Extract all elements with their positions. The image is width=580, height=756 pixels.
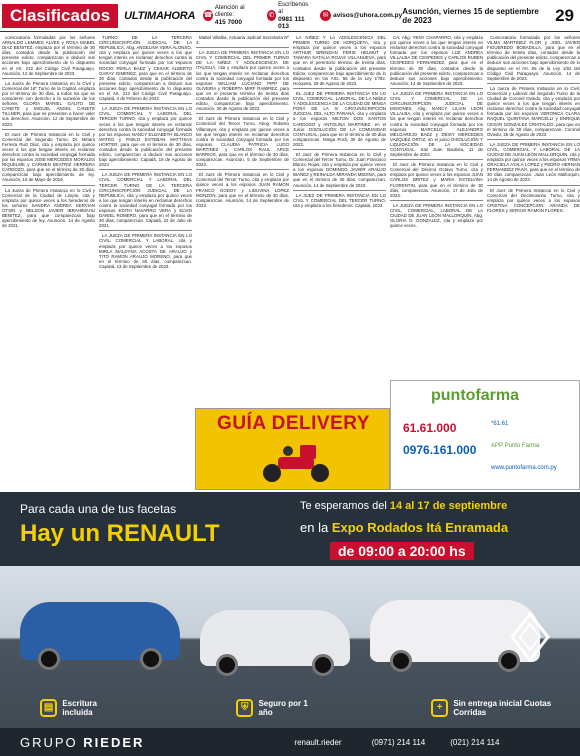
renault-venue-prefix: en la [300, 520, 329, 535]
notice: El Juez de Primera Instancia en lo Civil y Comercial del Decimosexto Turno, cita y emplaza por quince veces a los esposos CRISTINA CONCEPCION ARANDA DE FLORES y SERGIO RAMON FLORES. [487, 187, 580, 213]
column-6 [487, 35, 580, 377]
renault-question: Para cada una de tus facetas [20, 502, 177, 516]
newspaper-brand: ULTIMAHORA [124, 9, 196, 22]
notice: El Juez de Primera Instancia en lo Civil y Comercial del Segundo Turno, Dr. Miriam Ferreira Ruiz Diaz, cita y emplaza por quince veces a los que tengan interés en reclamar derechos contra la sociedad conyugal formada por los esposos JOSE MERCEDES MORALES RIQUELME y CARMEN BEATRIZ HERRERA CARDOZO, para que en el término de 30 días, comparezcan bajo apercibimiento de ley. Asunción, 16 de Mayo de 2019. [2, 131, 95, 183]
notice: LA JUEZA DE PRIMERA INSTANCIA EN LO CIVIL Y COMERCIAL DEL PRIMER TURNO DE LA NIÑEZ Y ADOLESCENCIA DE ITAUGUÁ, cita y emplaza por quince veces a los que tengan interés en reclamar derechos contra la sociedad conyugal formada por los esposos WILLIAM LUCIANO PIPP DE OLIVEIRA y ROBERTA MIRF RAMIREZ, para que en el presente término de treinta días contados desde la publicación del presente edicto, comparezcan bajo apercibimiento. Asunción, 30 de Agosto de 2023. [196, 50, 289, 112]
renault-phone-1[interactable]: (0971) 214 114 [371, 737, 426, 747]
renault-features [0, 690, 580, 726]
renault-footer [0, 728, 580, 756]
guia-delivery-ad[interactable] [195, 408, 390, 490]
punto-farma-phone-1[interactable]: 61.61.000 [403, 421, 457, 435]
contact1-value: 415 7000 [214, 19, 242, 26]
renault-hours: de 09:00 a 20:00 hs [330, 542, 474, 560]
car-image [200, 610, 350, 666]
contact1-label: Atención al cliente: [214, 5, 245, 18]
plus-icon: + [431, 699, 448, 717]
contact-email[interactable] [320, 10, 402, 21]
punto-farma-brand-b: farma [475, 387, 519, 404]
notice: LA JUEZA DE PRIMERA INSTANCIA EN LO CIVIL, COMERCIAL Y LABORAL DEL TERCER TURNO, cita y emplaza por quince veces a los que tengan interés en reclamar derechos contra la sociedad conyugal formada por los esposos NANCY ELIZABETH BLANCO MATEO y PABLO ESTEBAN MATTHIAS HORTER, para que en el término de 30 días, contados desde la publicación del presente edicto, comparezcan a deducir sus acciones bajo apercibimiento. Capiatá, 18 de Agosto de 2023. [99, 106, 192, 168]
notice: El Juez de Primera Instancia en lo Civil y Comercial del Tercer Turno, Dr. Juan Francisco Blanco Rojas, cita y emplaza por quince veces a los esposos DOMINGO JAVIER ARAUJO IBAÑEZ y REINALDA MIRANDA MEDINA, para que en el término de 30 días, comparezcan. Asunción, 14 de Septiembre de 2023. [293, 151, 386, 188]
guia-delivery-title: GUÍA DELIVERY [217, 413, 370, 434]
notice: convocatoria formuladas por los señores ARNALDO LEMMES ALVES y ROSA MABEL DIAZ BENITEZ, emplaza por el término de 30 días, contados desde la publicación del presente edicto, comparezcan a deducir sus acciones bajo apercibimiento de lo dispuesto en el Art. 212 del Código Civil Paraguayo. Asunción, 12 de Septiembre de 2023. [2, 35, 95, 76]
renault-dates [300, 500, 507, 512]
group-a: GRUPO [20, 734, 78, 750]
phone-icon: ☎ [203, 12, 213, 19]
notice: CA, Abg. YENY CHAPARRO, cita y emplaza por quince veces a los que tengan interés en reclamar derechos contra la sociedad conyugal formada por los esposos LUZ ANDREA VILLALBA DE CESPEDES y CARLOS RUBEN CESPEDES FERNANDEZ, para que en el término de 30 días, contados desde la publicación del presente edicto, comparezcan a deducir sus acciones bajo apercibimiento. Asunción, 14 de Septiembre de 2023. [390, 35, 483, 86]
notice: Mabel Villalba, Actuaria Judicial Secretaría Nº 3. [196, 35, 289, 46]
renault-phone-2[interactable]: (021) 214 114 [450, 737, 500, 747]
notice: EL JUEZ DE PRIMERA INSTANCIA EN LO CIVIL, COMERCIAL, LABORAL, DE LA NIÑEZ Y ADOLESCENCIA DE LA CIUDAD DE MINGA PORÁ DE LA IV CIRCUNSCRIPCIÓN JUDICIAL DEL ALTO PARANÁ, cita y emplaza a los esposos MILTON DOS SANTOS CARDOSO y ANTOLINA MARTINEZ, en el Juicio: DISOLUCIÓN DE LA COMUNIDAD CONYUGAL, para que en el término de 30 días comparezcan. Minga Porá, 30 de Agosto de 2023. [293, 90, 386, 147]
feature-1-label: Escritura incluida [62, 699, 97, 717]
motorbike-icon [256, 439, 336, 484]
whatsapp-icon: ✆ [268, 12, 275, 19]
notice: LA JUEZA DE PRIMERA INSTANCIA EN LO CIVIL, COMERCIAL Y LABORAL DEL TERCER TURNO DE LA TERCERA CIRCUNSCRIPCIÓN JUDICIAL DE LA REPÚBLICA, cita y emplaza por quince veces a los que tengan interés en reclamar derechos contra la sociedad conyugal formada por los esposos EDITH NAVARRO VERA y ELVIO DANIEL ROMERO, para que en el término de 30 días, comparezcan. Capiatá, 22 de Julio de 2021. [99, 172, 192, 229]
column-2 [99, 35, 192, 490]
renault-logo-icon [510, 612, 550, 662]
contact-whatsapp [267, 2, 312, 30]
renault-ad[interactable] [0, 492, 580, 756]
notice: La Jueza de Primera Instancia en lo Civil, Comercial y Laboral del Segundo Turno de la Ciudad de Coronel Oviedo, cita y emplaza por quince veces a los que tengan interés en reclamar derechos contra la sociedad conyugal formada por los esposos VERONICA CLARA RAQUEL QUINTANA MARCELLI y ENRIQUE CESAR GONZALEZ CRISTALDO, para que en el término de 30 días, comparezcan. Coronel Oviedo, 25 de Agosto de 2023. [487, 85, 580, 137]
notice: El Juez de Primera Instancia en lo Civil y Comercial del Tercer Turno, cita y emplaza por quince veces a los esposos JUAN RAMON FRANCO GODOY y LIDUVINA LOPEZ MONZON, para que en el término de 30 días, comparezcan. Asunción, 14 de Septiembre de 2023. [196, 172, 289, 208]
contact3-value[interactable]: avisos@uhora.com.py [333, 12, 403, 19]
notice: LA JUEZA DE PRIMERA INSTANCIA EN LO CIVIL, COMERCIAL, LABORAL DE LA CIUDAD DE JUAN LEÓN MALLORQUÍN, Abg. GLORIA G. GONZALEZ, cita y emplaza por quince veces. [390, 202, 483, 229]
punto-farma-phone-2[interactable]: 0976.161.000 [403, 443, 477, 457]
column-1 [2, 35, 95, 490]
notice: TURNO DE LA TERCERA CIRCUNSCRIPCIÓN JUDICIAL DE LA REPÚBLICA, Abg. ANGELINA VERA ALONSO, cita y emplaza por quince veces a los que tengan interés en reclamar derechos contra la sociedad conyugal formada por los esposos ROCIO PERLA BAEZ y CESAR ALBERTO GARAY GIMENEZ, para que en el término de 30 días, contados desde la publicación del presente edicto, comparezcan a deducir sus acciones bajo apercibimiento de lo dispuesto en el Art. 212 del Código Civil Paraguayo. Capiatá, 4 de Febrero de 2022. [99, 35, 192, 102]
contact2-label: Escríbenos al [278, 1, 309, 15]
punto-farma-brand-a: punto [431, 387, 476, 404]
column-5 [390, 35, 483, 377]
section-title: Clasificados [2, 4, 118, 28]
group-b: RIEDER [83, 734, 145, 750]
notice: LA NIÑEZ Y LA ADOLESCENCIA DEL PRIMER TURNO DE HORQUETA, cita y emplaza por quince veces a los esposos ARTHUR BRENDAN FERIS HELMUT y TAMARA NATALIA ROJAS VILLANUEVA, para que en el perentorio término de treinta días, contados desde la publicación del presente Edicto, comparezcan bajo apercibimiento de lo dispuesto en los Arts. 55 de la Ley 1º/92. Horqueta, 29 de Agosto de 2023. [293, 35, 386, 86]
grupo-rieder-logo [20, 735, 144, 750]
notice: LA JUEZ DE PRIMERA INSTANCIA EN LO CIVIL Y COMERCIAL DEL TERCER TURNO, cita y emplaza a los herederos. Capiatá, 2023. [293, 192, 386, 208]
feature-2-label: Seguro por 1 año [258, 699, 308, 717]
car-image [20, 602, 180, 660]
punto-farma-web[interactable]: www.puntofarma.com.py [491, 465, 557, 471]
email-icon: ✉ [320, 10, 331, 21]
notice: LA JUEZA DE PRIMERA INSTANCIA EN LO CIVIL, COMERCIAL Y LABORAL DE LA CIUDAD DE JUAN LEÓN MALLORQUÍN, cita y emplaza por quince veces a los esposos YRMA GRACIELA AYALA LOPEZ y PEDRO HERNAN FERNANDEZ PAIVA, para que en el término de 30 días comparezcan. Juan León Mallorquín, 14 de Agosto de 2023. [487, 141, 580, 183]
column-4 [293, 35, 386, 405]
feature-deed [40, 699, 126, 717]
page-number: 29 [555, 5, 574, 25]
punto-farma-logo [431, 387, 519, 405]
document-icon: ▤ [40, 699, 57, 717]
renault-web[interactable]: renault.rieder [294, 737, 342, 747]
issue-date: Asunción, viernes 15 de septiembre de 2023 [402, 6, 539, 25]
renault-wait-prefix: Te esperamos del [300, 500, 387, 512]
renault-wait-dates: 14 al 17 de septiembre [389, 500, 508, 512]
renault-headline: Hay un RENAULT [20, 520, 220, 547]
renault-venue-name: Expo Rodados Itá Enramada [331, 520, 509, 535]
notice: LA JUEZA DE PRIMERA INSTANCIA EN LO CIVIL, COMERCIAL Y LABORAL, cita y emplaza por quince veces a los esposos MIRLA MALDYNA ACOSTA DE ARAUJO y TITO RAMON ARAUJO MORENO, para que en el término de 30 días, comparezcan. Capiatá, 13 de Septiembre de 2023. [99, 233, 192, 269]
notice: El Juez de Primera Instancia en lo Civil y Comercial del Tercer Turno, Abog. Roberto Villamayor, cita y emplaza por quince veces a los que tengan interés en reclamar derechos contra la sociedad conyugal formada por los esposos CLAUDIA PATRICIA LUGO MARTINEZ y CARLOS RAUL ARCE BARRIOS, para que en el término de 30 días, comparezcan. Asunción, 6 de Septiembre de 2023. [196, 116, 289, 168]
feature-insurance [236, 699, 321, 717]
punto-farma-phone-note: *61.61 [491, 421, 509, 427]
page-header [0, 0, 580, 32]
contact2-value: 0981 111 013 [278, 15, 305, 30]
feature-no-downpayment [431, 699, 580, 717]
notice: LA JUEZA DE PRIMERA INSTANCIA EN LO CIVIL Y COMERCIAL DE LA CIRCUNSCRIPCIÓN JUDICIAL DE MISIONES, Abg. NANCY LILIAN LEON VILLALBA, cita y emplaza por quince veces a los que tengan interés en reclamar derechos contra la sociedad conyugal formada por los esposos MARCELO ALEJANDRO MELGAREJO BAEZ y DEISY MERCEDES VAZQUEZ ORTIZ, en el juicio DISOLUCIÓN Y LIQUIDACIÓN DE LA SOCIEDAD CONYUGAL. San Juan Bautista, 11 de Septiembre de 2023. [390, 90, 483, 158]
notice: La Jueza de Primera Instancia en lo Civil y Comercial del 18º Turno de la Capital, emplaza por el término de 30 días, a todos los que se consideren con derecho a la sucesión de los señores GLORIA MARIEL GAUTO DE CANETE y MIGUEL ANGEL CANETE TILLNER, para que se presenten a hacer valer sus derechos. Asunción, 12 de Septiembre de 2023. [2, 80, 95, 127]
notice: La Jueza de Primera Instancia en lo Civil y Comercial de la Ciudad de Limpio, cita y emplaza por quince veces a los herederos de los señores SANDRA ANDREA SERVIAN OTSIN y NELSON JAVIER IBRAHIMAHU BENITEZ, para que comparezcan bajo apercibimiento de ley. Asunción, 14 de Agosto de 2021. [2, 187, 95, 229]
renault-venue [300, 520, 508, 535]
notice: Convocatoria formulada por los señores VILMA MARTINEZ FLOR y JOEL JAVIER FIGUEREDO BOBADILLA, para que en el término de treinta días, contados desde la publicación del presente edicto, comparezcan a deducir sus acciones bajo apercibimiento de lo dispuesto en el Art. 55 de la Ley 1/92 del Código Civil Paraguayo. Asunción, 14 de Septiembre de 2023. [487, 35, 580, 81]
column-3 [196, 35, 289, 405]
shield-icon: ⛨ [236, 699, 253, 717]
notice: El Juez de Primera Instancia en lo Civil y Comercial del Décimo Octavo Turno, cita y emplaza por quince veces a los esposos JUAN CARLOS BRITEZ y MARIA ESTELVINA FLORENTIN, para que en el término de 30 días, comparezcan. Asunción, 17 de Julio de 2023. [390, 162, 483, 198]
punto-farma-ad[interactable] [390, 380, 580, 490]
contact-phone [203, 5, 258, 26]
punto-farma-app[interactable]: APP Punto Farma [491, 443, 540, 449]
feature-3-label: Sin entrega inicial Cuotas Corridas [453, 699, 552, 717]
